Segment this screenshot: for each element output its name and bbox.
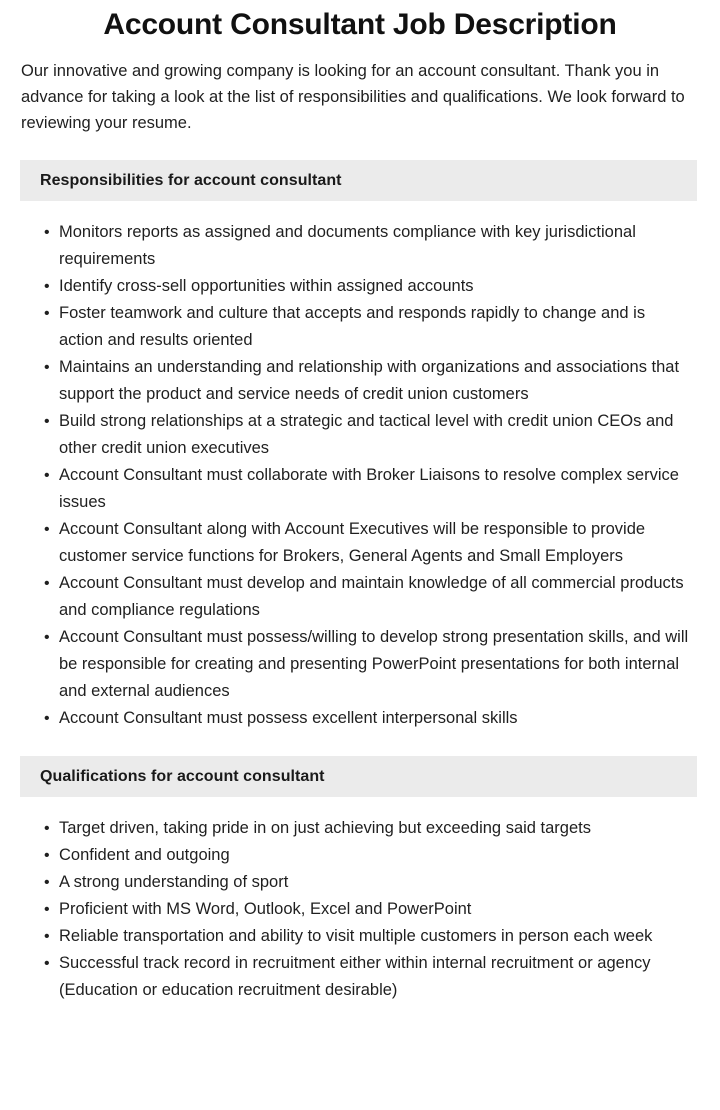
bullet-dot-icon: • <box>44 575 50 592</box>
list-item-text: Account Consultant along with Account Executives will be responsible to provide customer service functions for Brokers, General Agents and Small Employers <box>59 520 646 565</box>
list-item-text: Identify cross-sell opportunities within assigned accounts <box>59 277 474 295</box>
bullet-dot-icon: • <box>44 413 50 430</box>
list-item-text: Reliable transportation and ability to visit multiple customers in person each week <box>59 927 653 945</box>
list-item <box>0 624 720 705</box>
qualifications-list <box>0 815 720 1004</box>
list-item <box>0 705 720 732</box>
list-item <box>0 950 720 1004</box>
responsibilities-list <box>0 219 720 732</box>
bullet-dot-icon: • <box>44 278 50 295</box>
list-item-text: Confident and outgoing <box>59 846 230 864</box>
list-item-text: Maintains an understanding and relationship with organizations and associations that support the product and service needs of credit union customers <box>59 358 680 403</box>
list-item-text: A strong understanding of sport <box>59 873 289 891</box>
list-item-text: Target driven, taking pride in on just achieving but exceeding said targets <box>59 819 591 837</box>
list-item <box>0 570 720 624</box>
list-item <box>0 462 720 516</box>
list-item <box>0 273 720 300</box>
list-item-text: Build strong relationships at a strategic and tactical level with credit union CEOs and other credit union executives <box>59 412 674 457</box>
bullet-dot-icon: • <box>44 305 50 322</box>
list-item-text: Account Consultant must possess excellent interpersonal skills <box>59 709 518 727</box>
list-item <box>0 815 720 842</box>
bullet-dot-icon: • <box>44 521 50 538</box>
list-item <box>0 869 720 896</box>
list-item <box>0 516 720 570</box>
list-item <box>0 300 720 354</box>
list-item <box>0 354 720 408</box>
bullet-dot-icon: • <box>44 359 50 376</box>
bullet-dot-icon: • <box>44 467 50 484</box>
bullet-dot-icon: • <box>44 710 50 727</box>
section-header-qualifications <box>20 756 697 797</box>
bullet-dot-icon: • <box>44 901 50 918</box>
list-item-text: Account Consultant must possess/willing to develop strong presentation skills, and will be responsible for creating and presenting PowerPoint presentations for both internal and external audiences <box>59 628 689 700</box>
bullet-dot-icon: • <box>44 629 50 646</box>
list-item <box>0 219 720 273</box>
section-header-responsibilities <box>20 160 697 201</box>
intro-paragraph: Our innovative and growing company is looking for an account consultant. Thank you in advance for taking a look at the list of responsibilities and qualifications. We look forward to reviewing your resume. <box>21 62 685 132</box>
list-item-text: Monitors reports as assigned and documents compliance with key jurisdictional requirements <box>59 223 636 268</box>
section-qualifications <box>0 756 720 1004</box>
bullet-dot-icon: • <box>44 847 50 864</box>
section-heading-label: Responsibilities for account consultant <box>40 171 342 189</box>
list-item-text: Foster teamwork and culture that accepts and responds rapidly to change and is action and results oriented <box>59 304 646 349</box>
list-item <box>0 923 720 950</box>
bullet-dot-icon: • <box>44 820 50 837</box>
section-heading-label: Qualifications for account consultant <box>40 767 325 785</box>
bullet-dot-icon: • <box>44 874 50 891</box>
list-item-text: Account Consultant must collaborate with Broker Liaisons to resolve complex service issues <box>59 466 679 511</box>
bullet-dot-icon: • <box>44 928 50 945</box>
list-item <box>0 408 720 462</box>
list-item <box>0 896 720 923</box>
list-item-text: Proficient with MS Word, Outlook, Excel and PowerPoint <box>59 900 472 918</box>
list-item <box>0 842 720 869</box>
section-responsibilities <box>0 160 720 732</box>
bullet-dot-icon: • <box>44 955 50 972</box>
list-item-text: Successful track record in recruitment either within internal recruitment or agency (Education or education recruitment desirable) <box>59 954 651 999</box>
list-item-text: Account Consultant must develop and maintain knowledge of all commercial products and compliance regulations <box>59 574 684 619</box>
bullet-dot-icon: • <box>44 224 50 241</box>
page-title: Account Consultant Job Description <box>103 8 617 41</box>
